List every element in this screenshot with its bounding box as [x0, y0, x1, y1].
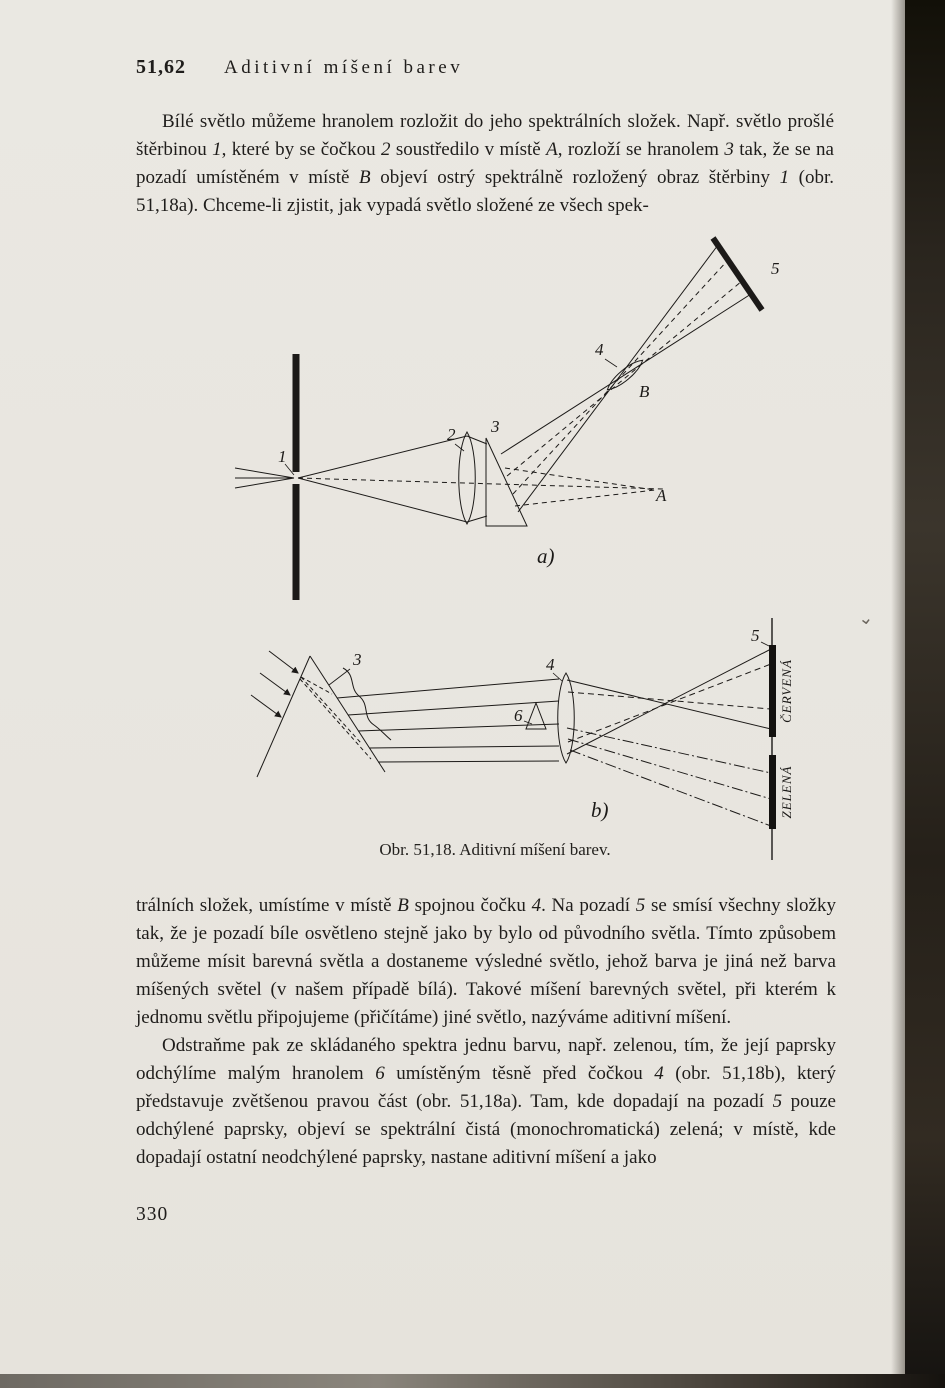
labels-part-a: [278, 259, 780, 568]
lens-2-shape: [459, 432, 476, 524]
margin-mark: ⌄: [856, 607, 875, 629]
diagram-part-b: [251, 618, 776, 860]
figure-caption: Obr. 51,18. Aditivní míšení barev.: [379, 840, 611, 859]
virtual-rays-to-A: [505, 468, 655, 506]
body-text-lower: [136, 892, 836, 1172]
paragraph-intro: Bílé světlo můžeme hranolem rozložit do jeho spektrálních složek. Např. světlo prošlé štěrbinou 1, které by se čočkou 2 soustředilo v místě A, rozloží se hranolem 3 tak, že se na pozadí umístěném v místě B objeví ostrý spektrálně rozložený obraz štěrbiny 1 (obr. 51,18a). Chceme-li zjistit, jak vypadá světlo složené ze všech spek-: [136, 111, 834, 216]
screen-bar-a: [713, 238, 762, 310]
prism-3b-left-edge: [257, 656, 310, 777]
label-lens-2: 2: [447, 425, 456, 444]
prism-break-wavy: [343, 668, 391, 740]
label-subfigure-a: a): [537, 544, 555, 568]
label-point-B: B: [639, 382, 650, 401]
prism-3a-shape: [486, 438, 527, 526]
paragraph-mixing: trálních složek, umístíme v místě B spojnou čočku 4. Na pozadí 5 se smísí všechny složky tak, že je pozadí bíle osvětleno stejně jako by bylo od původního světla. Tímto způsobem můžeme mísit barevná světla a dostaneme výsledné světlo, jehož barva je jiná než barva míšených světel (v našem případě bílá). Takové míšení barevných světel, při kterém k jednomu světlu připojujeme (přičítáme) jiné světlo, nazýváme aditivní míšení.: [136, 895, 836, 1028]
paragraph-remove-green: Odstraňme pak ze skládaného spektra jednu barvu, např. zelenou, tím, že její paprsky odchýlíme malým hranolem 6 umístěným těsně před čočkou 4 (obr. 51,18b), který představuje zvětšenou pravou část (obr. 51,18a). Tam, kde dopadají na pozadí 5 pouze odchýlené paprsky, objeví se spektrální čistá (monochromatická) zelená; v místě, kde dopadají ostatní neodchýlené paprsky, nastane aditivní míšení a jako: [136, 1035, 836, 1168]
optical-axis-a: [298, 478, 663, 489]
incoming-rays-a: [235, 468, 294, 488]
label-prism-6: 6: [514, 706, 523, 725]
label-slit-1: 1: [278, 447, 287, 466]
screen-green-band: [769, 755, 776, 829]
label-red-band: ČERVENÁ: [779, 659, 794, 723]
label-prism-3b: 3: [353, 650, 362, 669]
label-lens-4b: 4: [546, 655, 555, 674]
book-spine: [905, 0, 945, 1388]
labels-part-b: [352, 626, 794, 822]
page-header: [136, 56, 463, 79]
label-screen-5b: 5: [751, 626, 760, 645]
label-prism-3a: 3: [491, 417, 500, 436]
scan-bottom-edge: [0, 1374, 945, 1388]
lens-4b-shape: [558, 673, 575, 763]
label-lens-4a: 4: [595, 340, 604, 359]
leader-lines-a: [285, 359, 617, 475]
prism-3b-exit-face: [310, 656, 385, 772]
chapter-title: Aditivní míšení barev: [224, 57, 464, 78]
rays-inside-prism: [300, 677, 371, 759]
rays-to-red-segment: [567, 649, 771, 754]
label-green-band: ZELENÁ: [779, 765, 794, 819]
incoming-arrows-b: [251, 651, 298, 717]
spectrum-rays-a: [501, 245, 751, 512]
section-number: 51,62: [136, 56, 186, 78]
label-screen-5a: 5: [771, 259, 780, 278]
label-point-A: A: [656, 486, 667, 505]
optical-diagram: [135, 232, 845, 882]
book-spine-shadow: [891, 0, 905, 1388]
figure-51-18: [135, 232, 845, 882]
page-number: 330: [136, 1204, 169, 1225]
label-subfigure-b: b): [591, 798, 609, 822]
screen-red-band: [769, 645, 776, 737]
